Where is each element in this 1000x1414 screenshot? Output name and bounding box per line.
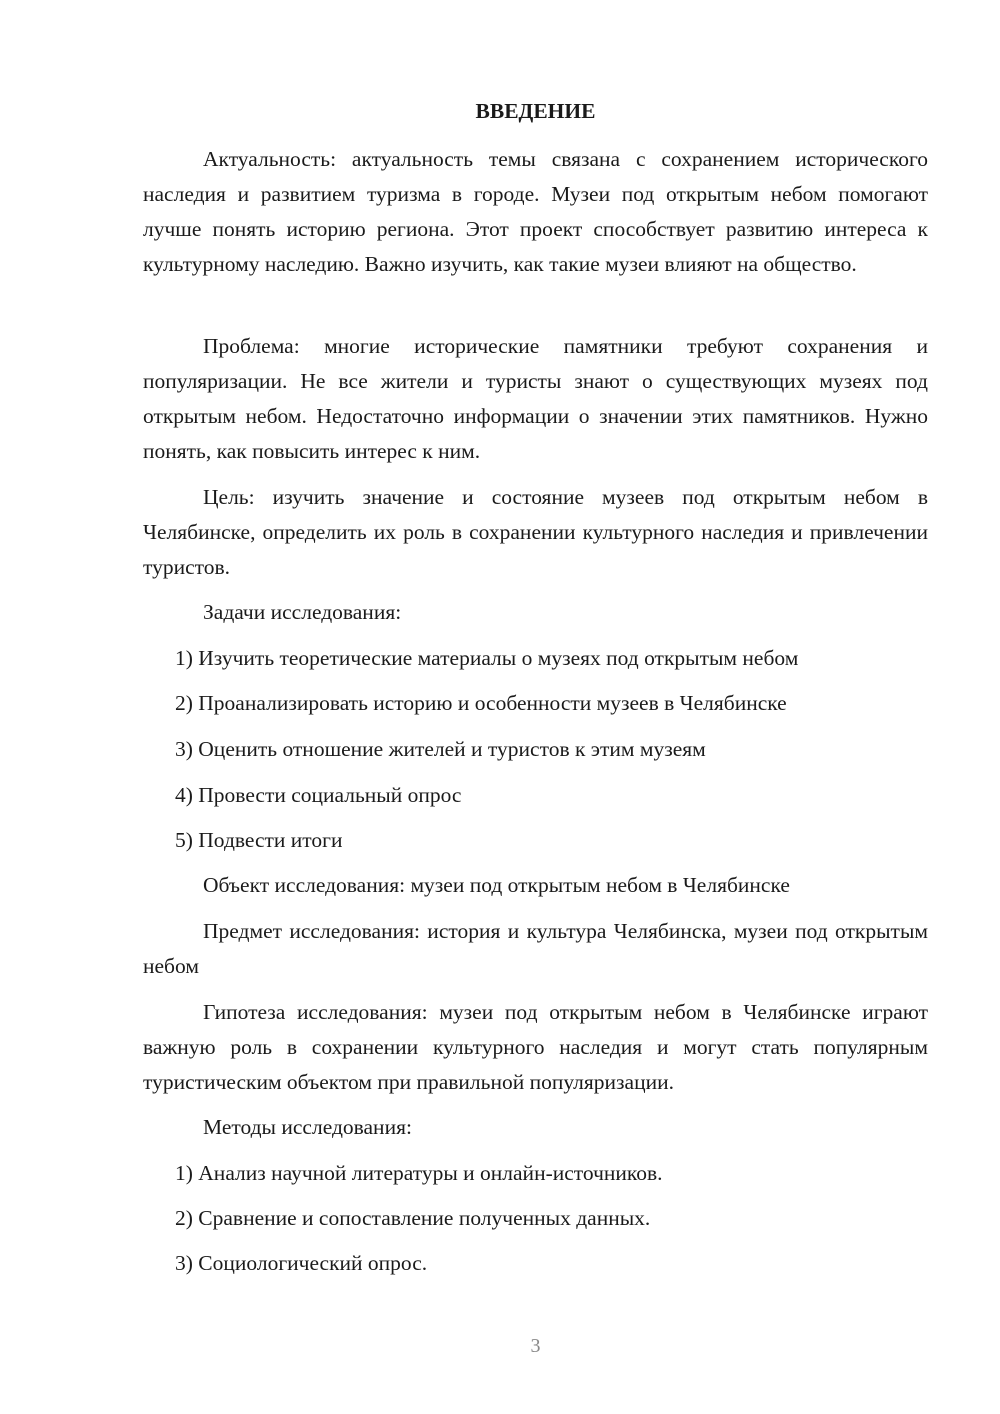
method-item-2: 2) Сравнение и сопоставление полученных данных. — [175, 1206, 651, 1230]
research-object: Объект исследования: музеи под открытым небом в Челябинске — [203, 873, 790, 897]
task-item-4: 4) Провести социальный опрос — [175, 783, 462, 807]
task-item-1: 1) Изучить теоретические материалы о музеях под открытым небом — [175, 646, 799, 670]
paragraph-relevance: Актуальность: актуальность темы связана с сохранением исторического наследия и развитием туризма в городе. Музеи под открытым небом помогают лучше понять историю региона. Этот проект способствует развитию интереса к культурному наследию. Важно изучить, как такие музеи влияют на общество. — [143, 147, 928, 276]
task-item-3: 3) Оценить отношение жителей и туристов к этим музеям — [175, 737, 706, 761]
section-heading: ВВЕДЕНИЕ — [475, 99, 596, 123]
page-number: 3 — [530, 1335, 541, 1357]
research-subject: Предмет исследования: история и культура Челябинска, музеи под открытым небом — [143, 919, 928, 978]
task-item-2: 2) Проанализировать историю и особенности музеев в Челябинске — [175, 691, 787, 715]
task-item-5: 5) Подвести итоги — [175, 828, 343, 852]
method-item-3: 3) Социологический опрос. — [175, 1251, 428, 1275]
methods-title: Методы исследования: — [203, 1115, 412, 1139]
paragraph-problem: Проблема: многие исторические памятники требуют сохранения и популяризации. Не все жители и туристы знают о существующих музеях под открытым небом. Недостаточно информации о значении этих памятников. Нужно понять, как повысить интерес к ним. — [143, 334, 928, 463]
document-page — [143, 0, 928, 1414]
research-hypothesis: Гипотеза исследования: музеи под открытым небом в Челябинске играют важную роль в сохранении культурного наследия и могут стать популярным туристическим объектом при правильной популяризации. — [143, 1000, 928, 1094]
paragraph-goal: Цель: изучить значение и состояние музеев под открытым небом в Челябинске, определить их роль в сохранении культурного наследия и привлечении туристов. — [143, 485, 928, 579]
tasks-title: Задачи исследования: — [203, 600, 402, 624]
method-item-1: 1) Анализ научной литературы и онлайн-источников. — [175, 1161, 663, 1185]
